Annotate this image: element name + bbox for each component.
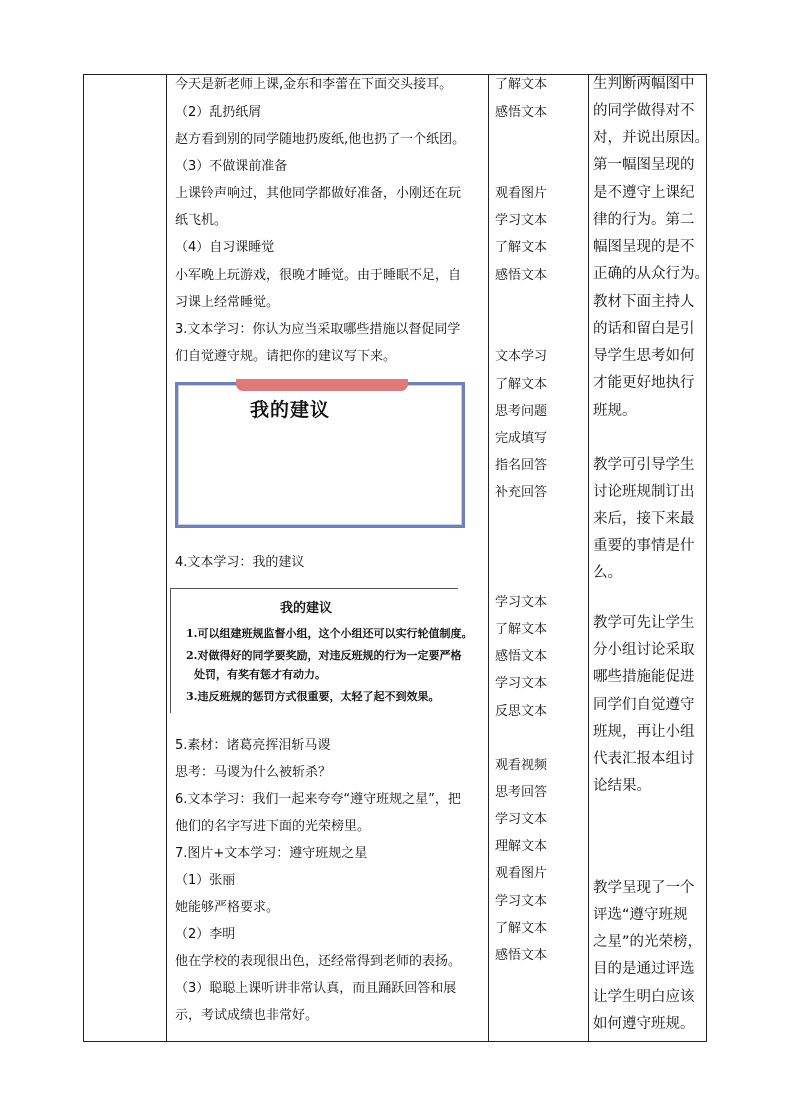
- content-line: 赵方看到别的同学随地扔废纸,他也扔了一个纸团。: [175, 132, 466, 147]
- activity-line: 观看图片: [495, 866, 548, 881]
- activity-line: 了解文本: [495, 240, 548, 255]
- activity-line: 学习文本: [495, 213, 548, 228]
- column-divider: [588, 75, 589, 1041]
- content-line: 5.素材：诸葛亮挥泪斩马谡: [175, 738, 331, 753]
- note-line: 教学可先让学生: [593, 615, 695, 631]
- note-line: 目的是通过评选: [593, 961, 695, 977]
- activity-line: 感悟文本: [495, 105, 548, 120]
- content-line: 他在学校的表现很出色，还经常得到老师的表扬。: [175, 954, 462, 969]
- note-line: 重要的事情是什: [593, 538, 695, 554]
- activity-line: 思考回答: [495, 785, 548, 800]
- suggestion-box: [175, 382, 465, 528]
- note-line: 生判断两幅图中: [593, 76, 695, 92]
- note-line: 代表汇报本组讨: [593, 751, 695, 767]
- content-line: 上课铃声响过，其他同学都做好准备，小刚还在玩: [175, 186, 462, 201]
- note-line: 论结果。: [593, 778, 651, 794]
- note-line: 之星”的光荣榜，: [593, 934, 703, 950]
- column-divider: [488, 75, 489, 1041]
- content-line: 小军晚上玩游戏，很晚才睡觉。由于睡眠不足，自: [175, 268, 462, 283]
- note-line: 是不遵守上课纪: [593, 185, 695, 201]
- note-line: 班规。: [593, 403, 637, 419]
- suggestion-item: 1.可以组建班规监督小组，这个小组还可以实行轮值制度。: [186, 627, 473, 640]
- content-line: 思考：马谡为什么被斩杀？: [175, 765, 332, 780]
- content-line: 们自觉遵守规。请把你的建议写下来。: [175, 349, 397, 364]
- activity-line: 了解文本: [495, 921, 548, 936]
- note-line: 分小组讨论采取: [593, 642, 695, 658]
- activity-line: 了解文本: [495, 622, 548, 637]
- content-line: 他们的名字写进下面的光荣榜里。: [175, 819, 371, 834]
- suggestion-card-title: 我的建议: [280, 601, 333, 616]
- note-line: 才能更好地执行: [593, 375, 695, 391]
- content-line: （1）张丽: [175, 873, 236, 888]
- activity-line: 学习文本: [495, 676, 548, 691]
- activity-line: 了解文本: [495, 377, 548, 392]
- suggestion-item: 处罚，有奖有惩才有动力。: [194, 668, 326, 681]
- activity-line: 思考问题: [495, 404, 548, 419]
- activity-line: 指名回答: [495, 458, 548, 473]
- content-line: 4.文本学习：我的建议: [175, 555, 305, 570]
- note-line: 幅图呈现的是不: [593, 239, 695, 255]
- note-line: 正确的从众行为。: [593, 266, 709, 282]
- content-line: 习课上经常睡觉。: [175, 295, 280, 310]
- note-line: 的话和留白是引: [593, 321, 695, 337]
- note-line: 第一幅图呈现的: [593, 157, 695, 173]
- suggestion-box-title: 我的建议: [250, 399, 331, 421]
- content-line: （2）李明: [175, 927, 236, 942]
- content-line: 示，考试成绩也非常好。: [175, 1008, 319, 1023]
- activity-line: 文本学习: [495, 349, 548, 364]
- content-line: 3.文本学习：你认为应当采取哪些措施以督促同学: [175, 322, 461, 337]
- content-line: 今天是新老师上课,金东和李蕾在下面交头接耳。: [175, 77, 453, 92]
- activity-line: 反思文本: [495, 704, 548, 719]
- activity-line: 学习文本: [495, 595, 548, 610]
- activity-line: 了解文本: [495, 77, 548, 92]
- note-line: 导学生思考如何: [593, 348, 695, 364]
- suggestion-item: 3.违反班规的惩罚方式很重要，太轻了起不到效果。: [186, 690, 440, 703]
- note-line: 评选“遵守班规: [593, 907, 688, 923]
- note-line: 让学生明白应该: [593, 989, 695, 1005]
- note-line: 教学可引导学生: [593, 457, 695, 473]
- content-line: 7.图片+文本学习：遵守班规之星: [175, 846, 368, 861]
- content-line: （3）聪聪上课听讲非常认真，而且踊跃回答和展: [175, 981, 457, 996]
- suggestion-card: [170, 588, 473, 713]
- card-border: [170, 588, 171, 713]
- suggestion-item: 2.对做得好的同学要奖励，对违反班规的行为一定要严格: [186, 649, 462, 662]
- card-border: [170, 588, 458, 589]
- activity-line: 感悟文本: [495, 268, 548, 283]
- activity-line: 完成填写: [495, 431, 548, 446]
- activity-line: 观看图片: [495, 186, 548, 201]
- note-line: 如何遵守班规。: [593, 1016, 695, 1032]
- note-line: 教材下面主持人: [593, 294, 695, 310]
- note-line: 同学们自觉遵守: [593, 697, 695, 713]
- note-line: 哪些措施能促进: [593, 669, 695, 685]
- content-line: （4）自习课睡觉: [175, 240, 275, 255]
- suggestion-box-tab: [236, 379, 408, 391]
- note-line: 对，并说出原因。: [593, 130, 709, 146]
- column-divider: [166, 75, 167, 1041]
- activity-line: 学习文本: [495, 812, 548, 827]
- content-line: （2）乱扔纸屑: [175, 105, 262, 120]
- activity-line: 感悟文本: [495, 649, 548, 664]
- note-line: 来后，接下来最: [593, 511, 695, 527]
- note-line: 律的行为。第二: [593, 212, 695, 228]
- note-line: 教学呈现了一个: [593, 880, 695, 896]
- activity-line: 感悟文本: [495, 948, 548, 963]
- note-line: 的同学做得对不: [593, 103, 695, 119]
- activity-line: 补充回答: [495, 485, 548, 500]
- content-line: 纸飞机。: [175, 213, 228, 228]
- activity-line: 观看视频: [495, 758, 548, 773]
- activity-line: 学习文本: [495, 894, 548, 909]
- content-line: 6.文本学习：我们一起来夸夸“遵守班规之星”，把: [175, 792, 461, 807]
- note-line: 么。: [593, 565, 622, 581]
- note-line: 讨论班规制订出: [593, 484, 695, 500]
- note-line: 班规，再让小组: [593, 724, 695, 740]
- content-line: 她能够严格要求。: [175, 900, 280, 915]
- activity-line: 理解文本: [495, 839, 548, 854]
- content-line: （3）不做课前准备: [175, 159, 288, 174]
